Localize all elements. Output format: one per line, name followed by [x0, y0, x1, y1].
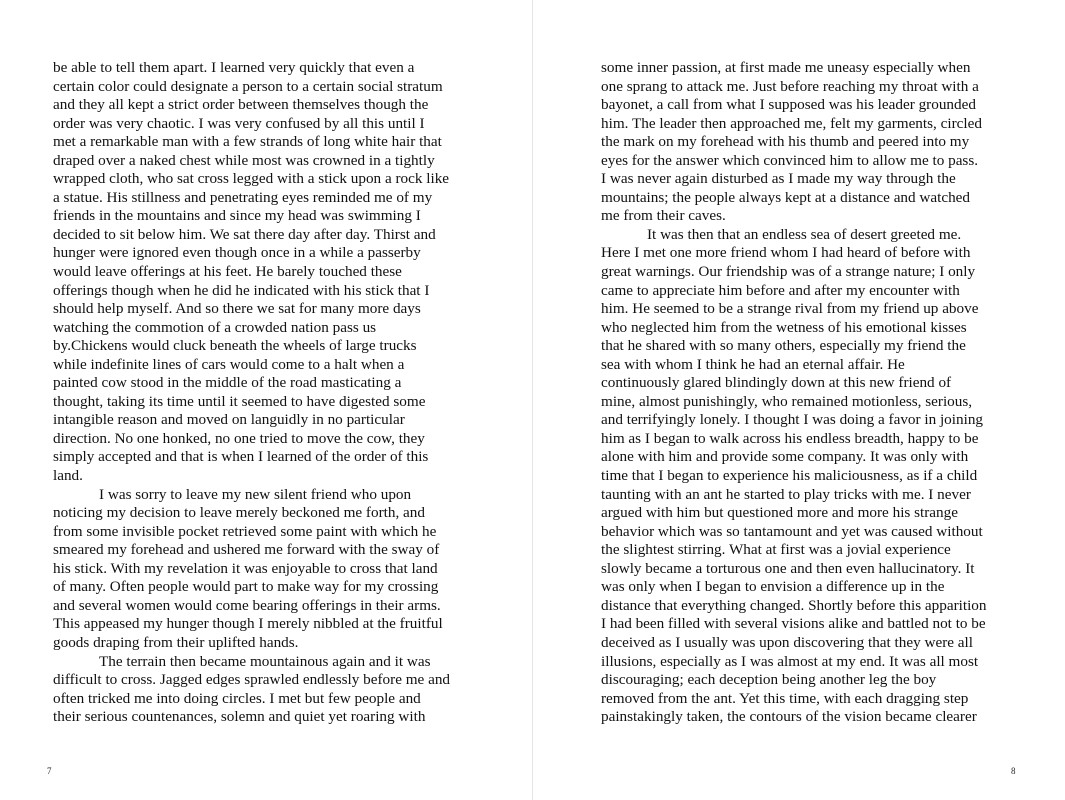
- left-page-number: 7: [47, 766, 52, 776]
- text-line: alone with him and provide some company. It was only with: [601, 448, 969, 466]
- text-line: deceived as I usually was upon discovering that they were all: [601, 633, 973, 651]
- text-line: from some invisible pocket retrieved some paint with which he: [53, 522, 437, 540]
- text-line: mountains; the people always kept at a distance and watched: [601, 188, 971, 206]
- text-line: I was sorry to leave my new silent friend who upon: [99, 485, 412, 503]
- text-line: This appeased my hunger though I merely nibbled at the fruitful: [53, 615, 443, 633]
- text-line: It was then that an endless sea of desert greeted me.: [647, 225, 962, 243]
- text-line: me from their caves.: [601, 207, 726, 225]
- text-line: him. The leader then approached me, felt my garments, circled: [601, 114, 982, 132]
- text-line: while indefinite lines of cars would come to a halt when a: [53, 355, 405, 373]
- text-line: slowly became a torturous one and then even hallucinatory. It: [601, 559, 975, 577]
- text-line: often tricked me into doing circles. I met but few people and: [53, 689, 421, 707]
- text-line: one sprang to attack me. Just before reaching my throat with a: [601, 77, 979, 95]
- left-page-text: [53, 59, 450, 727]
- text-line: came to appreciate him before and after my encounter with: [601, 281, 960, 299]
- text-line: argued with him but questioned more and more his strange: [601, 504, 958, 522]
- right-page-text: [601, 59, 986, 727]
- text-line: direction. No one honked, no one tried to move the cow, they: [53, 429, 425, 447]
- text-line: eyes for the answer which convinced him to allow me to pass.: [601, 151, 979, 169]
- text-line: certain color could designate a person to a certain social stratum: [53, 77, 443, 95]
- text-line: him. He seemed to be a strange rival from my friend up above: [601, 300, 979, 318]
- text-line: goods draping from their uplifted hands.: [53, 633, 299, 651]
- text-line: Here I met one more friend whom I had heard of before with: [601, 244, 971, 262]
- text-line: I had been filled with several visions alike and battled not to be: [601, 615, 986, 633]
- text-line: offerings though when he did he indicated with his stick that I: [53, 281, 430, 299]
- text-line: I was never again disturbed as I made my way through the: [601, 170, 956, 188]
- text-line: the slightest stirring. What at first was a jovial experience: [601, 541, 951, 559]
- text-line: was only when I began to envision a difference up in the: [601, 578, 945, 596]
- text-line: be able to tell them apart. I learned very quickly that even a: [53, 59, 415, 76]
- text-line: time that I began to experience his maliciousness, as if a child: [601, 467, 978, 485]
- text-line: his stick. With my revelation it was enjoyable to cross that land: [53, 559, 438, 577]
- text-line: decided to sit below him. We sat there day after day. Thirst and: [53, 225, 436, 243]
- text-line: land.: [53, 467, 83, 485]
- text-line: and they all kept a strict order between themselves though the: [53, 96, 429, 114]
- text-line: by.Chickens would cluck beneath the wheels of large trucks: [53, 337, 417, 355]
- text-line: watching the commotion of a crowded nation pass us: [53, 318, 377, 336]
- left-page: [0, 0, 532, 800]
- text-line: draped over a naked chest while most was crowned in a tightly: [53, 151, 435, 169]
- text-line: of many. Often people would part to make way for my crossing: [53, 578, 439, 596]
- text-line: and terrifyingly lonely. I thought I was doing a favor in joining: [601, 411, 984, 429]
- text-line: great warnings. Our friendship was of a strange nature; I only: [601, 263, 976, 281]
- text-line: continuously glared blindingly down at this new friend of: [601, 374, 952, 392]
- text-line: The terrain then became mountainous again and it was: [99, 652, 431, 670]
- text-line: illusions, especially as I was almost at my end. It was all most: [601, 652, 979, 670]
- text-line: and several women would come bearing offerings in their arms.: [53, 596, 441, 614]
- text-line: bayonet, a call from what I supposed was his leader grounded: [601, 96, 976, 114]
- text-line: sea with whom I think he had an eternal affair. He: [601, 355, 905, 373]
- text-line: should help myself. And so there we sat for many more days: [53, 300, 421, 318]
- text-line: would leave offerings at his feet. He barely touched these: [53, 263, 402, 281]
- text-line: some inner passion, at first made me uneasy especially when: [601, 59, 971, 76]
- text-line: taunting with an ant he started to play tricks with me. I never: [601, 485, 971, 503]
- text-line: simply accepted and that is when I learned of the order of this: [53, 448, 429, 466]
- text-line: removed from the ant. Yet this time, with each dragging step: [601, 689, 969, 707]
- text-line: smeared my forehead and ushered me forward with the sway of: [53, 541, 440, 559]
- right-page: [533, 0, 1065, 800]
- text-line: painstakingly taken, the contours of the vision became clearer: [601, 708, 977, 726]
- text-line: difficult to cross. Jagged edges sprawled endlessly before me and: [53, 671, 451, 689]
- text-line: met a remarkable man with a few strands of long white hair that: [53, 133, 442, 151]
- text-line: discouraging; each deception being another leg the boy: [601, 671, 937, 689]
- text-line: noticing my decision to leave merely beckoned me forth, and: [53, 504, 425, 522]
- text-line: mine, almost punishingly, who remained motionless, serious,: [601, 392, 973, 410]
- text-line: their serious countenances, solemn and quiet yet roaring with: [53, 708, 426, 726]
- text-line: behavior which was so tantamount and yet was caused without: [601, 522, 983, 540]
- text-line: a statue. His stillness and penetrating eyes reminded me of my: [53, 188, 433, 206]
- text-line: friends in the mountains and since my head was swimming I: [53, 207, 421, 225]
- text-line: thought, taking its time until it seemed to have digested some: [53, 392, 426, 410]
- text-line: the mark on my forehead with his thumb and peered into my: [601, 133, 970, 151]
- text-line: wrapped cloth, who sat cross legged with a stick upon a rock like: [53, 170, 450, 188]
- text-line: that he shared with so many others, especially my friend the: [601, 337, 966, 355]
- text-line: him as I began to walk across his endless breadth, happy to be: [601, 429, 979, 447]
- text-line: who neglected him from the wetness of his emotional kisses: [601, 318, 967, 336]
- text-line: order was very chaotic. I was very confused by all this until I: [53, 114, 425, 132]
- right-page-number: 8: [1011, 766, 1016, 776]
- text-line: painted cow stood in the middle of the road masticating a: [53, 374, 402, 392]
- text-line: intangible reason and moved on languidly in no particular: [53, 411, 405, 429]
- text-line: hunger were ignored even though once in a while a passerby: [53, 244, 421, 262]
- text-line: distance that everything changed. Shortly before this apparition: [601, 596, 987, 614]
